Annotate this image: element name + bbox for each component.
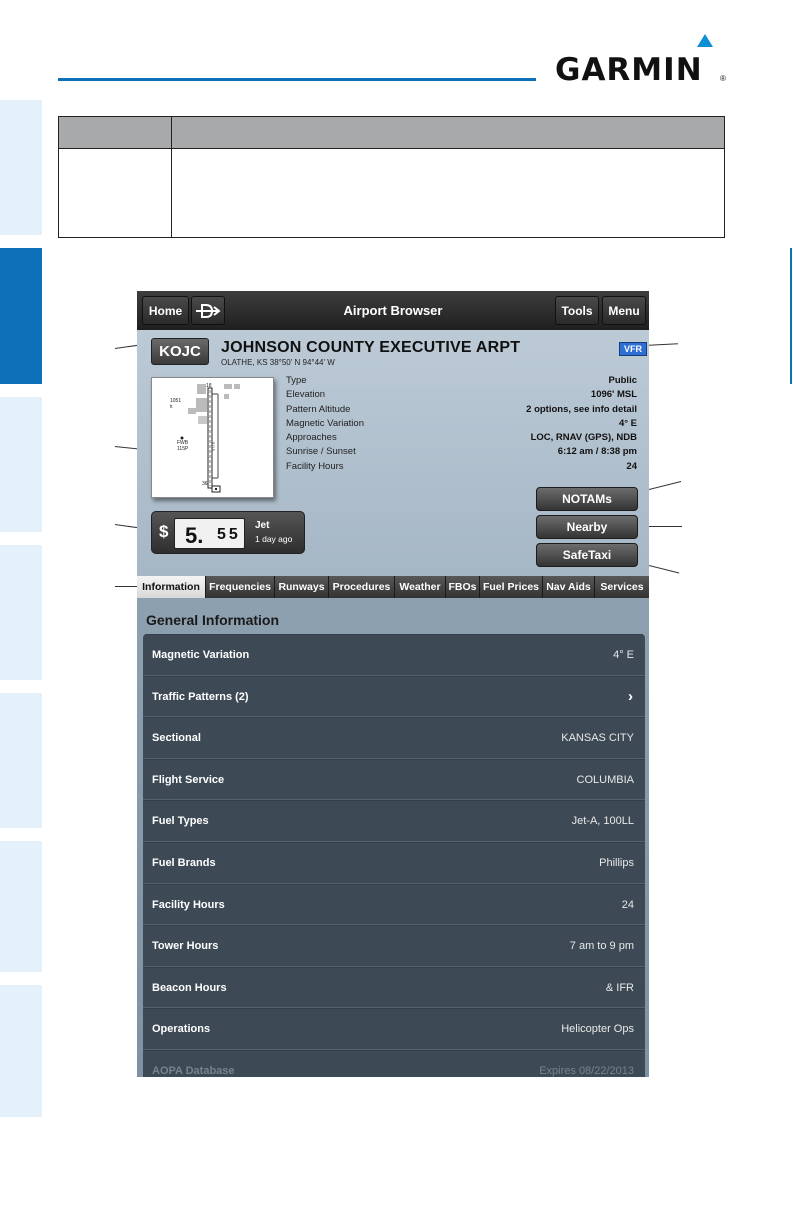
- chevron-right-icon: ›: [628, 687, 633, 705]
- row-label: Magnetic Variation: [152, 649, 250, 661]
- row-label: Sectional: [152, 732, 201, 745]
- chapter-tabs: [0, 100, 42, 1117]
- menu-button[interactable]: Menu: [602, 296, 646, 325]
- information-content: [137, 598, 649, 1077]
- tools-button[interactable]: Tools: [555, 296, 599, 325]
- info-row-fuel-types: [143, 800, 645, 842]
- fact-row: [286, 375, 637, 389]
- header-rule: [58, 78, 536, 81]
- chapter-tab: [0, 693, 42, 828]
- tab-services[interactable]: Services: [600, 581, 644, 593]
- fact-value: 6:12 am / 8:38 pm: [557, 446, 637, 458]
- fact-row: [286, 432, 637, 446]
- fact-value: 24: [626, 460, 637, 472]
- fuel-price-age: 1 day ago: [255, 534, 293, 544]
- diagram-label: ft: [170, 404, 173, 409]
- fact-row: [286, 404, 637, 418]
- fact-label: Approaches: [286, 432, 337, 444]
- row-value: Helicopter Ops: [561, 1023, 634, 1036]
- chapter-tab: [0, 545, 42, 680]
- row-value: 24: [621, 898, 634, 911]
- section-title: General Information: [146, 612, 280, 628]
- home-button[interactable]: Home: [142, 296, 189, 325]
- direct-to-button[interactable]: [191, 296, 225, 325]
- fact-row: [286, 389, 637, 403]
- row-label: Fuel Brands: [152, 856, 216, 869]
- diagram-label: 5 0 5: [211, 442, 216, 451]
- airport-ident-button[interactable]: KOJC: [151, 338, 209, 365]
- currency-symbol: $: [159, 522, 169, 541]
- fact-label: Facility Hours: [286, 460, 344, 472]
- flight-category-badge: VFR: [619, 342, 647, 356]
- row-value: COLUMBIA: [576, 773, 634, 786]
- row-value: Phillips: [599, 856, 634, 869]
- diagram-label: FWB: [177, 440, 189, 446]
- airport-diagram[interactable]: [151, 377, 274, 498]
- fact-label: Pattern Altitude: [286, 403, 351, 415]
- fact-label: Type: [286, 375, 307, 386]
- airport-browser-screen: [137, 291, 649, 1077]
- tab-information[interactable]: Information: [137, 576, 206, 598]
- info-tabs: [137, 576, 649, 598]
- row-label: Tower Hours: [152, 940, 219, 953]
- nearby-button[interactable]: Nearby: [536, 515, 638, 539]
- airport-facts: [286, 375, 637, 475]
- screen-title: Airport Browser: [343, 303, 443, 318]
- table-column-divider: [171, 117, 172, 237]
- info-row-flight-service: [143, 759, 645, 801]
- safetaxi-button[interactable]: SafeTaxi: [536, 543, 638, 567]
- info-row-facility-hours: [143, 884, 645, 926]
- info-row-sectional: [143, 717, 645, 759]
- diagram-runway-label: 36: [202, 481, 208, 487]
- garmin-wordmark: GARMIN: [555, 52, 703, 88]
- row-value: Jet-A, 100LL: [571, 815, 634, 828]
- tab-procedures[interactable]: Procedures: [329, 576, 395, 598]
- info-row-magnetic-variation: [143, 634, 645, 676]
- registered-mark: ®: [720, 74, 726, 83]
- row-label: Beacon Hours: [152, 981, 227, 994]
- tab-fbos[interactable]: FBOs: [446, 576, 480, 598]
- row-value: KANSAS CITY: [561, 732, 634, 745]
- fact-row: [286, 446, 637, 460]
- callout-table: [58, 116, 725, 238]
- row-label: Fuel Types: [152, 815, 209, 828]
- fact-row: [286, 461, 637, 475]
- direct-to-icon: [195, 303, 221, 319]
- airport-location: OLATHE, KS 38°50' N 94°44' W: [221, 358, 335, 367]
- chapter-tab: [0, 985, 42, 1117]
- chapter-tab: [0, 100, 42, 235]
- airport-name: JOHNSON COUNTY EXECUTIVE ARPT: [221, 339, 521, 356]
- row-label: Flight Service: [152, 773, 225, 786]
- garmin-logo: [555, 34, 730, 86]
- chapter-tab: [0, 841, 42, 972]
- fact-value: Public: [608, 375, 637, 386]
- row-label: AOPA Database: [152, 1064, 235, 1077]
- fuel-price-cents: 55: [217, 526, 241, 543]
- fact-value: LOC, RNAV (GPS), NDB: [530, 432, 637, 444]
- fact-value: 4° E: [618, 417, 637, 429]
- info-row-beacon-hours: [143, 967, 645, 1009]
- callout-line-vfr: [644, 343, 678, 346]
- row-label: Traffic Patterns (2): [152, 690, 249, 703]
- diagram-label: 115P: [177, 446, 189, 452]
- info-row-operations: [143, 1008, 645, 1050]
- diagram-runway-label: 18: [206, 383, 212, 389]
- tab-weather[interactable]: Weather: [395, 576, 446, 598]
- fuel-price-dollars: 5.: [185, 523, 204, 548]
- fuel-price-display: [174, 518, 245, 549]
- fact-label: Magnetic Variation: [286, 417, 364, 429]
- row-value: 7 am to 9 pm: [569, 940, 634, 953]
- row-value: 4° E: [613, 649, 634, 661]
- info-row-aopa-database: [143, 1050, 645, 1077]
- general-info-list: [143, 634, 645, 1077]
- fact-row: [286, 418, 637, 432]
- chapter-tab-active: [0, 248, 42, 384]
- tab-nav-aids[interactable]: Nav Aids: [543, 576, 595, 598]
- notams-button[interactable]: NOTAMs: [536, 487, 638, 511]
- garmin-triangle-icon: [697, 34, 713, 47]
- tab-frequencies[interactable]: Frequencies: [206, 576, 275, 598]
- fact-value: 1096' MSL: [590, 389, 637, 401]
- chapter-tab: [0, 397, 42, 532]
- airport-info-pane: [137, 330, 649, 579]
- diagram-label: 1051: [170, 398, 182, 404]
- fact-label: Sunrise / Sunset: [286, 446, 356, 458]
- fact-value: 2 options, see info detail: [526, 403, 637, 415]
- row-label: Facility Hours: [152, 898, 225, 911]
- tab-runways[interactable]: Runways: [275, 576, 329, 598]
- right-edge-marker: [790, 248, 792, 384]
- top-bar: [137, 291, 649, 330]
- table-header-row: [59, 117, 724, 149]
- fuel-type: Jet: [255, 520, 270, 531]
- airport-diagram-drawing: [152, 378, 273, 497]
- info-row-traffic-patterns[interactable]: [143, 676, 645, 718]
- row-value: & IFR: [605, 981, 634, 994]
- info-row-tower-hours: [143, 925, 645, 967]
- fact-label: Elevation: [286, 389, 326, 401]
- row-value: Expires 08/22/2013: [539, 1064, 634, 1077]
- tab-fuel-prices[interactable]: Fuel Prices: [480, 576, 543, 598]
- fuel-price-button[interactable]: [151, 511, 305, 554]
- info-row-fuel-brands: [143, 842, 645, 884]
- row-label: Operations: [152, 1023, 211, 1036]
